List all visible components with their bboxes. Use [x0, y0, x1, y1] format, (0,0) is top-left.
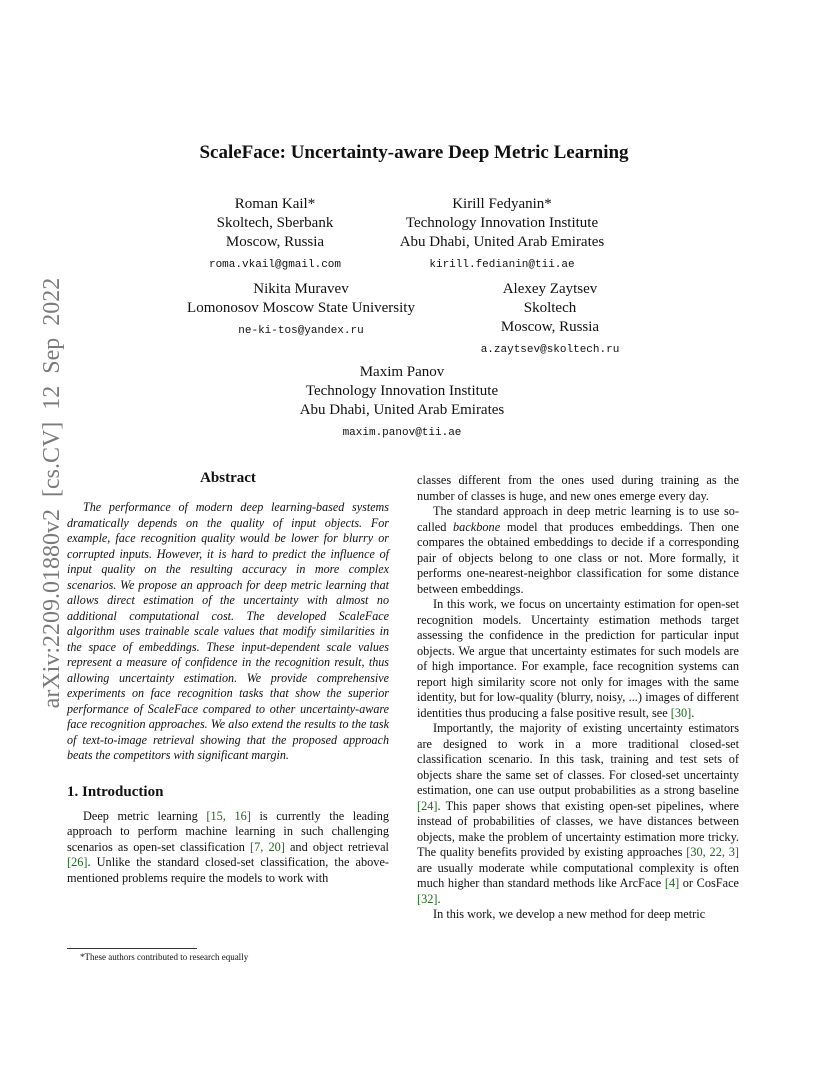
author-block — [385, 195, 619, 275]
intro-paragraph — [67, 809, 389, 887]
citation-link[interactable]: [26] — [67, 855, 88, 869]
text-run: is currently the leading approach to perform machine learning in such challenging scenarios as open-set classification — [67, 808, 389, 854]
method-paragraph: In this work, we develop a new method for deep metric — [433, 907, 706, 921]
introduction-heading: 1. Introduction — [67, 783, 164, 800]
text-run: or CosFace — [679, 876, 739, 890]
closed-set-paragraph — [417, 721, 739, 907]
emphasis-text: backbone — [453, 519, 501, 534]
author-email[interactable]: roma.vkail@gmail.com — [208, 259, 342, 271]
text-run: In this work, we focus on uncertainty estimation for open-set recognition models. Uncertainty estimation methods target assessing the confidence in the prediction for particular input objects. We argue that uncertainty estimates for such models are of high importance. For example, face recognition systems can report high similarity score not only for images with the same identity, but for low-quality (blurry, noisy, ...) images of different identities thus producing a false positive result, see — [417, 597, 739, 720]
right-column — [417, 473, 739, 923]
backbone-paragraph — [417, 504, 739, 597]
author-location: Abu Dhabi, United Arab Emirates — [399, 234, 605, 250]
continued-paragraph: classes different from the ones used during training as the number of classes is huge, and new ones emerge every day. — [417, 473, 739, 503]
citation-link[interactable]: [30] — [670, 705, 692, 720]
text-run: . — [691, 705, 695, 720]
author-name: Roman Kail* — [234, 196, 316, 212]
arxiv-side-label: arXiv:2209.01880v2 [cs.CV] 12 Sep 2022 — [39, 277, 65, 709]
author-location: Moscow, Russia — [500, 319, 600, 335]
left-column — [67, 470, 389, 886]
author-block — [175, 195, 375, 275]
abstract-text: The performance of modern deep learning-based systems dramatically depends on the quality of input objects. For example, face recognition quality would be lower for blurry or corrupted inputs. However, it is hard to predict the influence of input quality on the resulting accuracy in more complex scenarios. We propose an approach for deep metric learning that allows direct estimation of the uncertainty with almost no additional computational cost. The developed ScaleFace algorithm uses trainable scale values that modify similarities in the space of embeddings. These input-dependent scale values represent a measure of confidence in the recognition result, thus allowing uncertainty estimation. We provide comprehensive experiments on face recognition tasks that show the superior performance of ScaleFace compared to other uncertainty-aware face recognition approaches. We also extend the results to the task of text-to-image retrieval showing that the proposed approach beats the competitors with significant margin. — [67, 500, 389, 762]
abstract-heading: Abstract — [200, 470, 256, 486]
author-affiliation: Technology Innovation Institute — [305, 383, 499, 399]
author-name: Maxim Panov — [359, 364, 445, 380]
citation-link[interactable]: [15, 16] — [206, 808, 251, 823]
uncertainty-paragraph — [417, 597, 739, 721]
author-email[interactable]: maxim.panov@tii.ae — [342, 427, 462, 439]
footnote: *These authors contributed to research equally — [80, 952, 249, 962]
text-run: model that produces embeddings. Then one compares the obtained embeddings to decide if a corresponding pair of objects belong to one class or not. More formally, it performs one-nearest-neighbor classification for some distance between embeddings. — [417, 519, 740, 596]
paper-title: ScaleFace: Uncertainty-aware Deep Metric Learning — [199, 142, 629, 163]
author-name: Alexey Zaytsev — [502, 281, 598, 297]
text-run: Deep metric learning — [83, 808, 207, 823]
text-run: and object retrieval — [284, 839, 389, 854]
author-email[interactable]: ne-ki-tos@yandex.ru — [238, 325, 364, 337]
author-name: Nikita Muravev — [253, 281, 349, 297]
author-email[interactable]: kirill.fedianin@tii.ae — [429, 259, 575, 271]
author-affiliation: Lomonosov Moscow State University — [187, 300, 415, 316]
author-email[interactable]: a.zaytsev@skoltech.ru — [480, 344, 620, 356]
author-location: Moscow, Russia — [225, 234, 325, 250]
author-affiliation: Technology Innovation Institute — [405, 215, 599, 231]
citation-link[interactable]: [7, 20] — [250, 839, 285, 854]
author-block — [460, 280, 640, 360]
text-run: . — [437, 891, 441, 906]
citation-link[interactable]: [30, 22, 3] — [686, 845, 740, 859]
author-affiliation: Skoltech — [523, 300, 577, 316]
text-run: . This paper shows that existing open-set pipelines, where instead of probabilities of classes, we have distances between objects, make the problem of uncertainty estimation more tricky. The quality benefits provided by existing approaches — [417, 798, 739, 859]
author-affiliation: Skoltech, Sberbank — [216, 215, 334, 231]
citation-link[interactable]: [4] — [664, 876, 680, 890]
author-block — [170, 280, 432, 341]
citation-link[interactable]: [32] — [417, 891, 438, 906]
text-run: The standard approach in deep metric learning is to use so-called — [417, 504, 739, 534]
author-name: Kirill Fedyanin* — [452, 196, 552, 212]
text-run: . Unlike the standard closed-set classification, the above-mentioned problems require the models to work with — [67, 855, 389, 885]
text-run: are usually moderate while computational complexity is often much higher than standard methods like ArcFace — [417, 860, 739, 890]
author-location: Abu Dhabi, United Arab Emirates — [299, 402, 505, 418]
citation-link[interactable]: [24] — [417, 798, 438, 813]
footnote-rule — [67, 948, 197, 949]
author-block — [280, 363, 524, 443]
text-run: Importantly, the majority of existing uncertainty estimators are designed to work in a more traditional closed-set classification scenario. In this task, training and test sets of objects share the same set of classes. For closed-set uncertainty estimation, one can use output probabilities as a strong baseline — [417, 721, 739, 797]
